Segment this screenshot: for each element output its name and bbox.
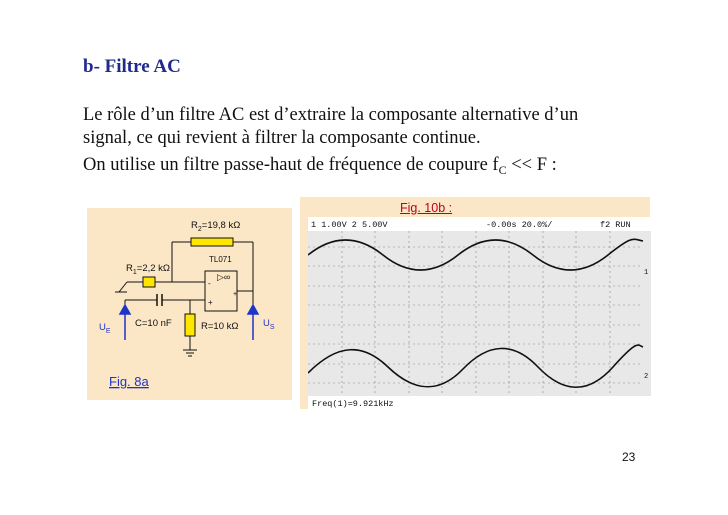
fig-10b-caption: Fig. 10b :: [400, 201, 453, 215]
paragraph-line-2: signal, ce qui revient à filtrer la composante continue.: [83, 128, 481, 148]
line3-end: << F :: [506, 155, 557, 175]
scope-run-status: f2 RUN: [600, 220, 631, 230]
channel-2-marker: 2: [644, 373, 649, 381]
r2-label: $R_2=19,8$ kΩ: [191, 220, 241, 233]
scope-frequency-readout: Freq(1)=9.921kHz: [312, 399, 394, 409]
page-number: 23: [622, 450, 636, 464]
scope-channel-settings: 1 1.00V 2 5.00V: [311, 220, 388, 230]
r2-resistor: [191, 238, 233, 246]
oscilloscope-display: [308, 217, 651, 410]
circuit-schematic: [87, 208, 292, 400]
capacitor-label: C=10 nF: [135, 318, 172, 329]
ground-r1: [119, 282, 127, 292]
plus-input-sign: +: [208, 298, 213, 307]
paragraph-line-1: Le rôle d’un filtre AC est d’extraire la composante alternative d’un: [83, 105, 579, 125]
opamp-symbol: ▷∞: [217, 272, 231, 282]
output-plus-sign: +: [233, 291, 238, 298]
fig-8a-caption: Fig. 8a: [109, 374, 149, 389]
circuit-diagram-panel: [87, 208, 292, 400]
r1-resistor: [143, 277, 155, 287]
channel-1-marker: 1: [644, 269, 649, 277]
r-resistor: [185, 314, 195, 336]
us-label: $U_S$: [263, 318, 275, 331]
ue-label: $U_E$: [99, 322, 111, 335]
cutoff-subscript: C: [498, 163, 507, 177]
r1-label: $R_1=2,2$ kΩ: [126, 263, 171, 276]
scope-timebase: -0.00s 20.0%/: [486, 220, 553, 230]
line3-text: On utilise un filtre passe-haut de fréquence de coupure f: [83, 155, 499, 175]
resistor-r-label: R=10 kΩ: [201, 321, 239, 332]
minus-input-sign: -: [208, 279, 211, 288]
ue-arrow-head: [120, 305, 130, 314]
section-heading: b- Filtre AC: [83, 56, 181, 77]
capacitor: [157, 294, 162, 306]
opamp-label: TL071: [209, 255, 232, 264]
paragraph-line-3: [83, 154, 557, 182]
us-arrow-head: [248, 305, 258, 314]
oscilloscope-screen: [308, 217, 651, 410]
